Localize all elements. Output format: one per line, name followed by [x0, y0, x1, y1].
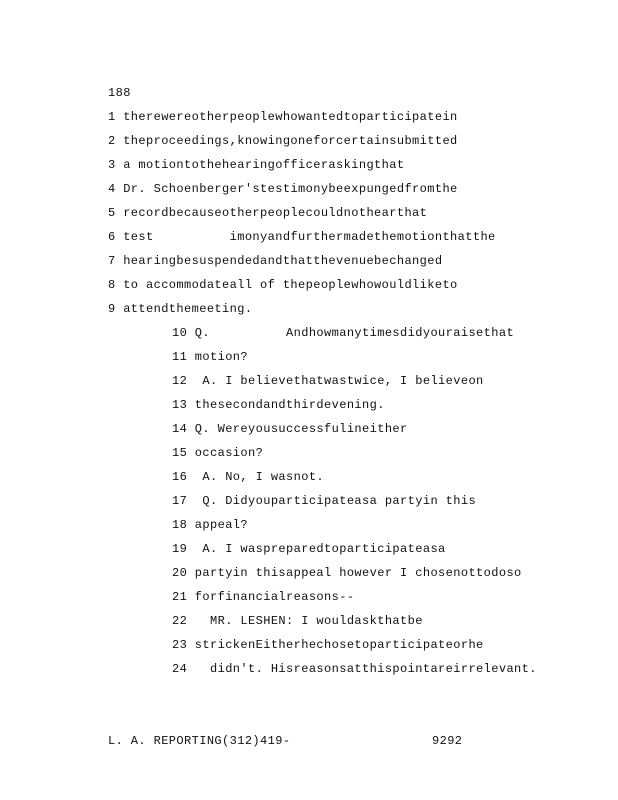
transcript-line-2: 2 theproceedings,knowingoneforcertainsubmitted [108, 134, 458, 148]
transcript-line-8: 8 to accommodateall of thepeoplewhowouldliketo [108, 278, 458, 292]
transcript-line-19: 19 A. I waspreparedtoparticipateasa [172, 542, 446, 556]
transcript-line-5: 5 recordbecauseotherpeoplecouldnothearthat [108, 206, 428, 220]
footer-reporter: L. A. REPORTING(312)419- [108, 734, 291, 748]
transcript-line-12: 12 A. I believethatwastwice, I believeon [172, 374, 484, 388]
transcript-line-18: 18 appeal? [172, 518, 249, 532]
transcript-line-16: 16 A. No, I wasnot. [172, 470, 325, 484]
footer-number: 9292 [432, 734, 463, 748]
transcript-line-6: 6 test imonyandfurthermadethemotionthatthe [108, 230, 496, 244]
transcript-line-9: 9 attendthemeeting. [108, 302, 253, 316]
transcript-line-21: 21 forfinancialreasons-- [172, 590, 355, 604]
transcript-line-3: 3 a motiontothehearingofficeraskingthat [108, 158, 405, 172]
transcript-line-10: 10 Q. Andhowmanytimesdidyouraisethat [172, 326, 515, 340]
transcript-line-17: 17 Q. Didyouparticipateasa partyin this [172, 494, 477, 508]
transcript-line-7: 7 hearingbesuspendedandthatthevenuebechanged [108, 254, 443, 268]
transcript-line-15: 15 occasion? [172, 446, 264, 460]
transcript-line-11: 11 motion? [172, 350, 249, 364]
transcript-line-23: 23 strickenEitherhechosetoparticipateorhe [172, 638, 484, 652]
transcript-line-13: 13 thesecondandthirdevening. [172, 398, 385, 412]
transcript-line-14: 14 Q. Wereyousuccessfulineither [172, 422, 408, 436]
transcript-line-24: 24 didn't. Hisreasonsatthispointareirrelevant. [172, 662, 537, 676]
transcript-line-4: 4 Dr. Schoenberger'stestimonybeexpungedfromthe [108, 182, 458, 196]
page-number: 188 [108, 86, 131, 100]
transcript-line-1: 1 therewereotherpeoplewhowantedtoparticipatein [108, 110, 458, 124]
transcript-line-22: 22 MR. LESHEN: I wouldaskthatbe [172, 614, 423, 628]
transcript-line-20: 20 partyin thisappeal however I chosenottodoso [172, 566, 522, 580]
